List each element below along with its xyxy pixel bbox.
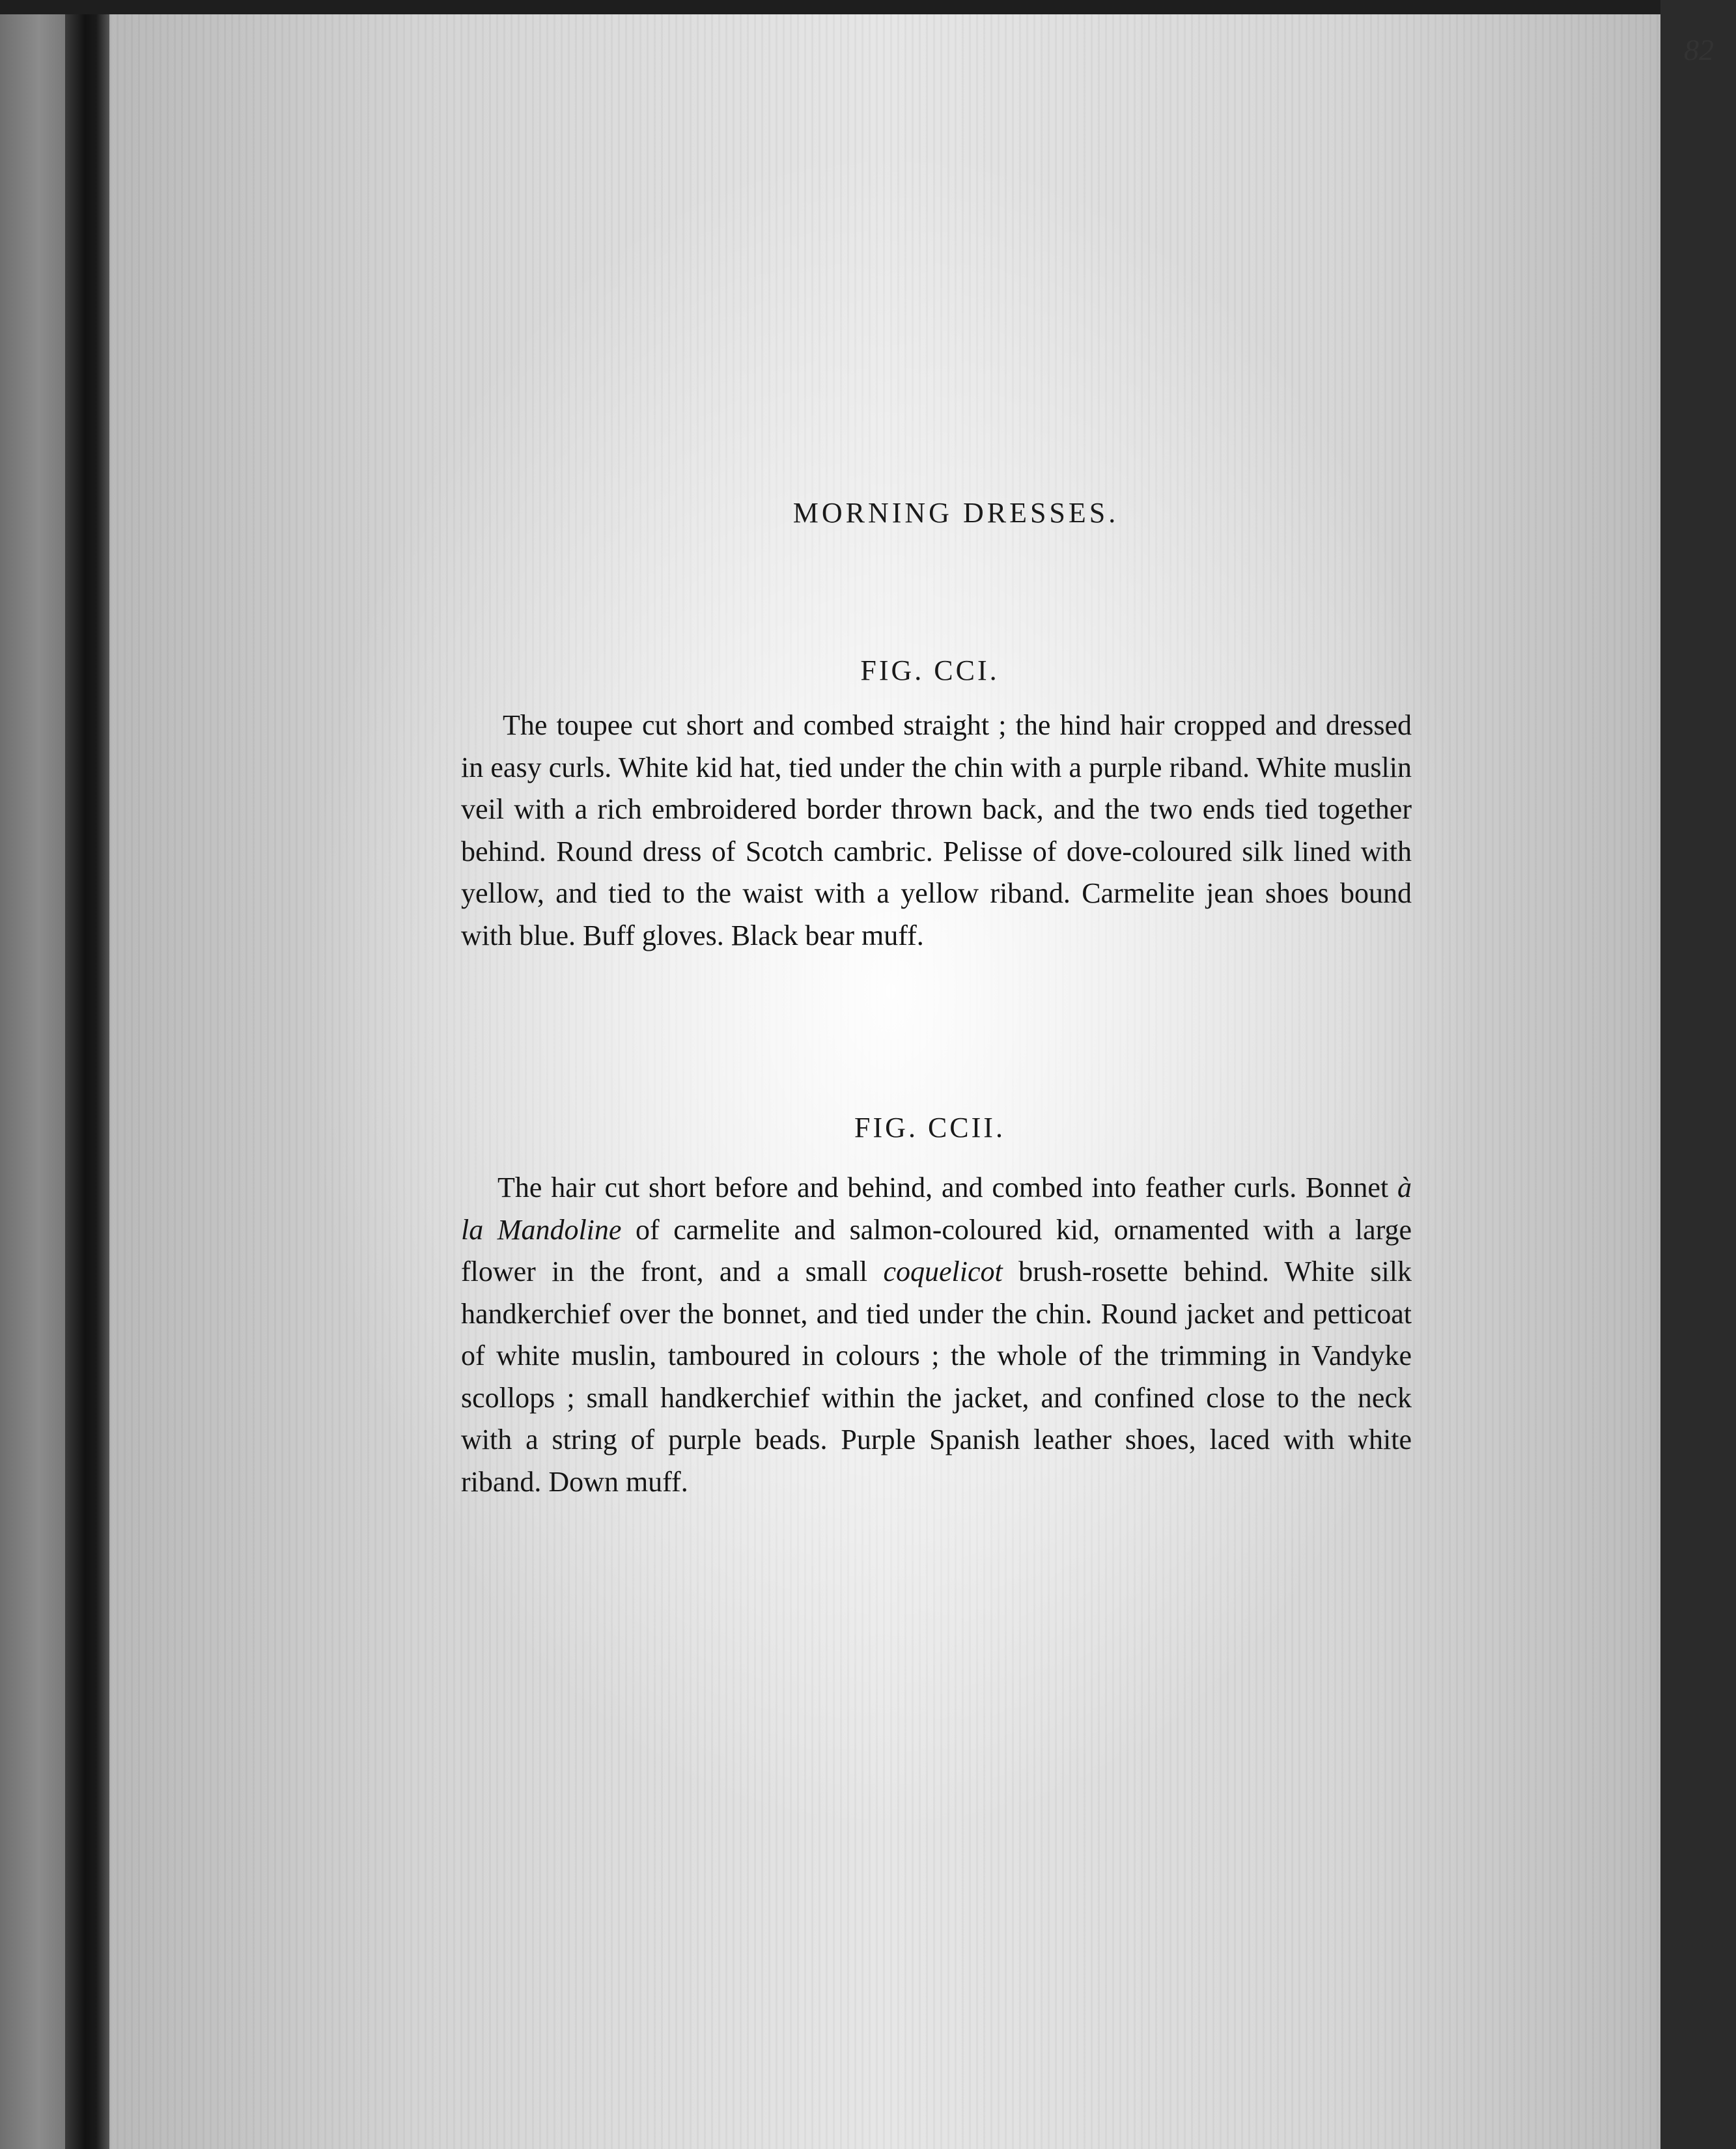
page [109, 14, 1714, 2149]
figure-heading-cci: FIG. CCI. [860, 654, 1000, 686]
figure-heading-ccii: FIG. CCII. [854, 1112, 1005, 1144]
figure-description-ccii [461, 1167, 1412, 1503]
text-run: The toupee cut short and combed straight ; the hind hair cropped and dressed in easy curls. White kid hat, tied under the chin with a purple riband. White muslin veil with a rich embroidered border thrown back, and the two ends tied together behind. Round dress of Scotch cambric. Pelisse of dove-coloured silk lined with yellow, and tied to the waist with a yellow riband. Carmelite jean shoes bound with blue. Buff gloves. Black bear muff. [461, 709, 1412, 951]
figure-description-cci [461, 705, 1412, 957]
scan-top-edge [0, 0, 1660, 14]
text-run: of carmelite and salmon-coloured kid, ornamented with a large flower in the front, and a small [461, 1213, 1412, 1287]
italic-phrase: à la Mandoline [461, 1172, 1412, 1246]
italic-phrase: coquelicot [883, 1256, 1003, 1287]
text-run: The hair cut short before and behind, and combed into feather curls. Bonnet [497, 1172, 1397, 1203]
facing-page-edge [0, 14, 65, 2149]
folio-number: 82 [1684, 33, 1714, 66]
text-run: brush-rosette behind. White silk handkerchief over the bonnet, and tied under the chin. Round jacket and petticoat of white muslin, tamboured in colours ; the whole of the trimming in Vandyke scollops ; small handkerchief within the jacket, and confined close to the neck with a string of purple beads. Purple Spanish leather shoes, laced with white riband. Down muff. [461, 1256, 1412, 1498]
book-gutter [65, 14, 109, 2149]
page-title: MORNING DRESSES. [792, 497, 1119, 529]
